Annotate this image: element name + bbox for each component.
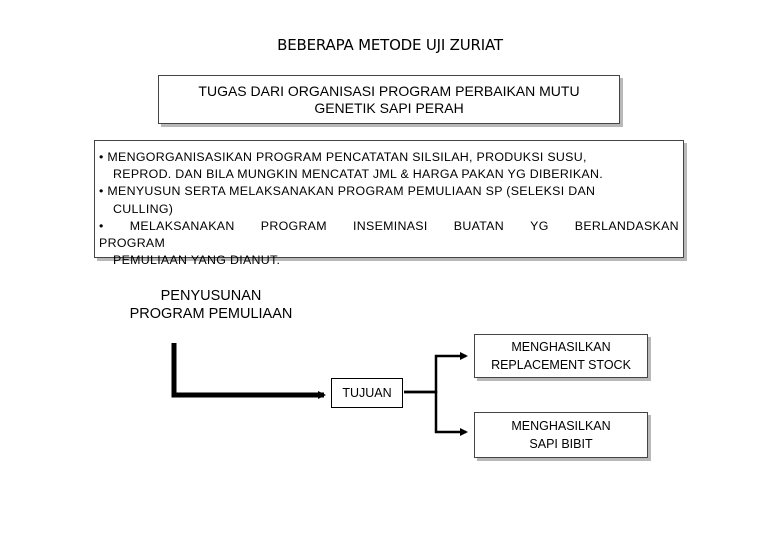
task-line-5-word: PROGRAM xyxy=(260,218,327,233)
task-line-6: PROGRAM xyxy=(99,236,166,251)
flow-to-tujuan xyxy=(174,343,324,395)
replacement-line-2: REPLACEMENT STOCK xyxy=(491,358,631,372)
task-line-5-word: YG xyxy=(530,218,549,233)
sapi-bibit-box xyxy=(474,412,648,458)
penyusunan-line-1: PENYUSUNAN xyxy=(160,288,262,304)
bibit-line-2: SAPI BIBIT xyxy=(529,437,593,451)
tujuan-box: TUJUAN xyxy=(331,378,403,408)
bibit-line-1: MENGHASILKAN xyxy=(511,419,611,433)
task-line-5-word: INSEMINASI xyxy=(353,218,428,233)
organisasi-line-1: TUGAS DARI ORGANISASI PROGRAM PERBAIKAN MUTU xyxy=(198,82,580,99)
organisasi-line-2: GENETIK SAPI PERAH xyxy=(314,99,464,116)
task-line-5-word: BERLANDASKAN xyxy=(574,218,679,233)
replacement-line-1: MENGHASILKAN xyxy=(511,340,611,354)
flow-to-bibit xyxy=(404,392,466,432)
task-line-7: PEMULIAAN YANG DIANUT. xyxy=(113,253,281,268)
penyusunan-line-2: PROGRAM PEMULIAAN xyxy=(129,306,293,322)
replacement-stock-box xyxy=(474,334,648,378)
flow-to-replacement xyxy=(404,356,466,392)
page-title: BEBERAPA METODE UJI ZURIAT xyxy=(277,36,503,54)
task-line-3: • MENYUSUN SERTA MELAKSANAKAN PROGRAM PEMULIAAN SP (SELEKSI DAN xyxy=(99,184,596,199)
task-line-5-word: BUATAN xyxy=(453,218,504,233)
task-line-5-word: MELAKSANAKAN xyxy=(129,218,235,233)
task-line-2: REPROD. DAN BILA MUNGKIN MENCATAT JML & HARGA PAKAN YG DIBERIKAN. xyxy=(113,167,603,182)
task-line-5-word: • xyxy=(99,218,104,233)
task-line-4: CULLING) xyxy=(113,201,174,216)
task-line-1: • MENGORGANISASIKAN PROGRAM PENCATATAN SILSILAH, PRODUKSI SUSU, xyxy=(99,150,587,164)
